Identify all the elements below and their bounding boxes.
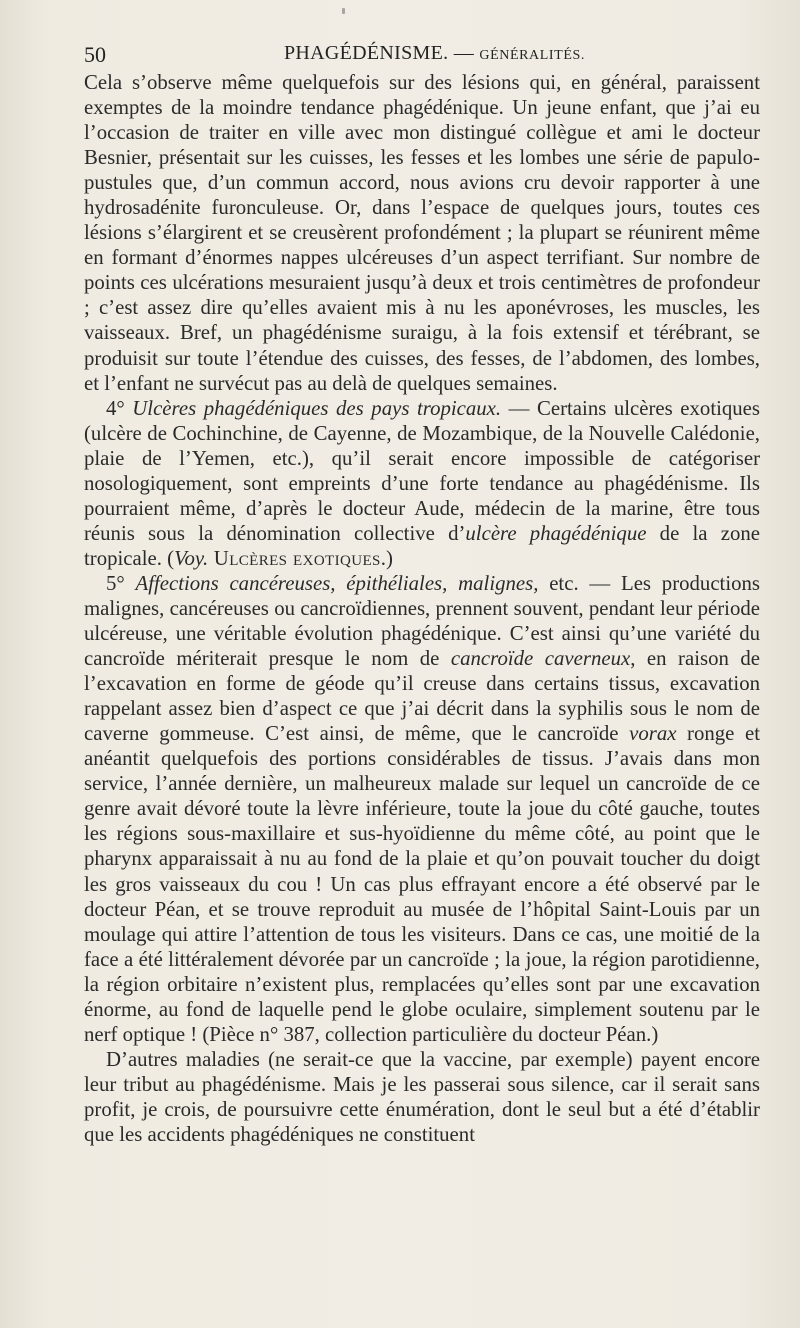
paragraph-text: — Certains ulcères exotiques (ulcère de Cochinchine, de Cayenne, de Mozambique, de la Nouvelle Calédonie, plaie de l’Yemen, etc.), qu’il serait encore impossible de catégoriser nosologiquement, sont empreints d’une forte tendance au phagédénisme. Ils pourraient même, d’après le docteur Aude, médecin de la marine, être tous réunis sous la dénomination collective d’ <box>84 396 760 545</box>
body-text <box>84 70 760 1147</box>
section-number-4: 4° <box>106 396 125 420</box>
page-speck <box>342 8 345 14</box>
running-head-dash: — <box>448 42 480 64</box>
paragraph-autres-maladies: D’autres maladies (ne serait-ce que la vaccine, par exemple) payent encore leur tribut au phagédénisme. Mais je les passerai sous silence, car il serait sans profit, je crois, de poursuivre cette énumération, dont le seul but a été d’établir que les accidents phagédéniques ne constituent <box>84 1047 760 1146</box>
paragraph-text: , en raison de l’excavation en forme de géode qu’il creuse dans certains tissus, excavation rappelant assez bien d’aspect ce que j’ai décrit dans la syphilis sous le nom de caverne gommeuse. C’est ainsi, de même, que le cancroïde <box>84 647 760 746</box>
paragraph-text: de la zone tropicale. ( <box>84 521 760 570</box>
paragraph-text: etc. — Les productions malignes, cancéreuses ou cancroïdiennes, prennent souvent, pendant leur période ulcéreuse, une véritable évolution phagédénique. C’est ainsi qu’une variété du cancroïde mériterait presque le nom de <box>84 571 760 671</box>
running-head-subtitle: GÉNÉRALITÉS. <box>479 48 585 63</box>
italic-term: cancroïde caverneux <box>450 647 631 671</box>
running-head <box>284 42 585 65</box>
section-title-ulceres: Ulcères phagédéniques des pays tropicaux. <box>132 396 502 420</box>
italic-term: ulcère phagédénique <box>465 521 647 545</box>
paragraph-ulceres-tropicaux <box>84 396 760 571</box>
paragraph-text: .) <box>380 546 393 570</box>
page-number: 50 <box>84 42 106 67</box>
paragraph-text: ronge et anéantit quelquefois des portions considérables de tissus. J’avais dans mon service, l’année dernière, un malheureux malade sur lequel un cancroïde de ce genre avait dévoré toute la lèvre inférieure, toute la joue du côté gauche, toutes les régions sous-maxillaire et sus-hyoïdienne du même côté, au point que le pharynx apparaissait à nu au fond de la plaie et qu’on pouvait toucher du doigt les gros vaisseaux du cou ! Un cas plus effrayant encore a été observé par le docteur Péan, et se trouve reproduit au musée de l’hôpital Saint-Louis par un moulage qui attire l’attention de tous les visiteurs. Dans ce cas, une moitié de la face a été littéralement dévorée par un cancroïde ; la joue, la région parotidienne, la région orbitaire n’existent plus, remplacées qu’elles sont par une excavation énorme, au fond de laquelle pend le globe oculaire, simplement soutenu par le nerf optique ! (Pièce n° 387, collection particulière du docteur Péan.) <box>84 722 761 1046</box>
running-head-title: PHAGÉDÉNISME. <box>284 42 449 64</box>
paragraph-enfant-case: Cela s’observe même quelquefois sur des lésions qui, en général, paraissent exemptes de la moindre tendance phagédénique. Un jeune enfant, que j’ai eu l’occasion de traiter en ville avec mon distingué collègue et ami le docteur Besnier, présentait sur les cuisses, les fesses et les lombes une série de papulo-pustules que, d’un commun accord, nous avions cru devoir rapporter à une hydrosadénite furonculeuse. Or, dans l’espace de quelques jours, toutes ces lésions s’élargirent et se creusèrent profondément ; la plupart se réunirent même en formant d’énormes nappes ulcéreuses d’un aspect terrifiant. Sur nombre de points ces ulcérations mesuraient jusqu’à deux et trois centimètres de profondeur ; c’est assez dire qu’elles avaient mis à nu les aponévroses, les muscles, les vaisseaux. Bref, un phagédénisme suraigu, à la fois extensif et térébrant, se produisit sur toute l’étendue des cuisses, des fesses, de l’abdomen, des lombes, et l’enfant ne survécut pas au delà de quelques semaines. <box>84 71 760 395</box>
paragraph-affections-cancereuses <box>84 571 760 1047</box>
italic-term: vorax <box>629 722 677 746</box>
section-number-5: 5° <box>106 571 125 595</box>
cross-reference: Ulcères exotiques <box>208 546 381 570</box>
voy-abbrev: Voy. <box>174 546 209 570</box>
section-title-affections: Affections cancéreuses, épithéliales, malignes, <box>135 571 539 595</box>
page-header <box>84 42 764 66</box>
